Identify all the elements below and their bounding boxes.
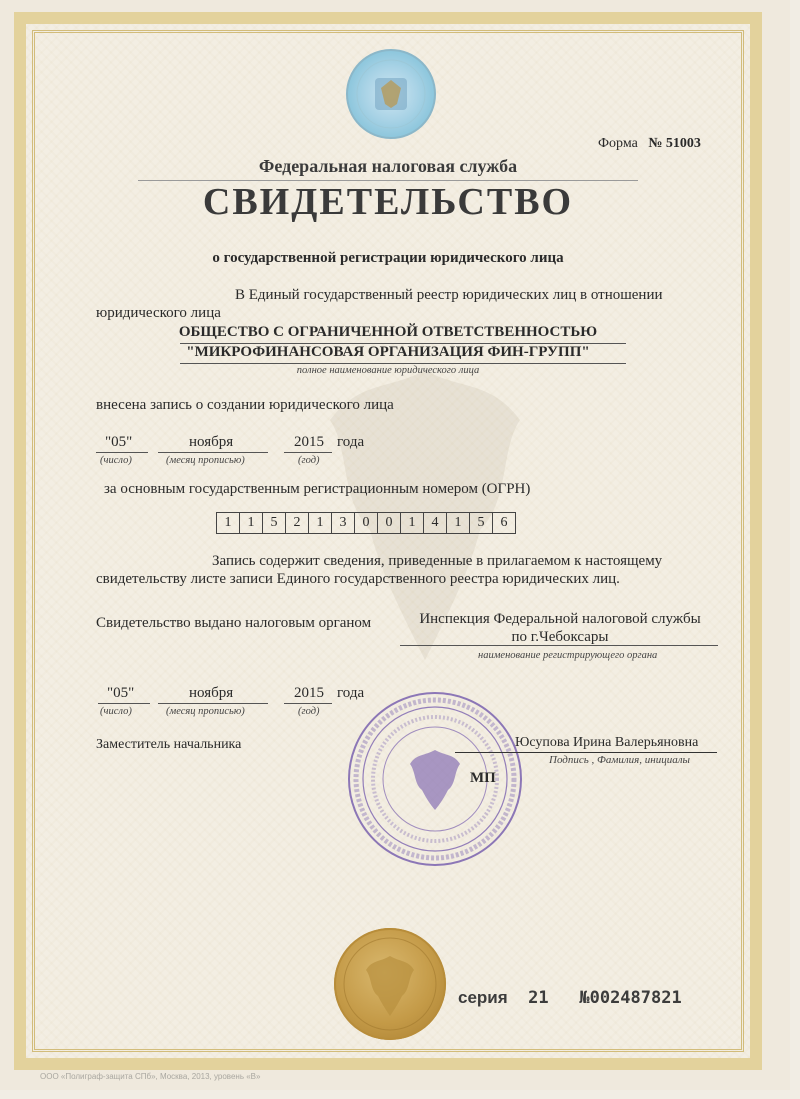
date2-year-line xyxy=(284,703,332,704)
signature-caption: Подпись , Фамилия, инициалы xyxy=(549,754,690,766)
date2-month: ноября xyxy=(189,685,234,701)
ogrn-number-boxes xyxy=(216,512,516,534)
ogrn-digit: 1 xyxy=(240,513,263,533)
date2-day-caption: (число) xyxy=(100,706,132,717)
ogrn-digit: 0 xyxy=(378,513,401,533)
official-stamp-icon xyxy=(346,690,524,868)
ogrn-digit: 1 xyxy=(217,513,240,533)
organ-caption: наименование регистрирующего органа xyxy=(478,650,658,661)
document-subtitle: о государственной регистрации юридического лица xyxy=(212,250,564,266)
ogrn-digit: 3 xyxy=(332,513,355,533)
series-label: серия xyxy=(458,988,508,1007)
date2-year-caption: (год) xyxy=(298,706,320,717)
document-title: СВИДЕТЕЛЬСТВО xyxy=(202,181,574,223)
ogrn-digit: 6 xyxy=(500,515,508,530)
form-number-value: № 51003 xyxy=(648,136,701,151)
company-name-line2: "МИКРОФИНАНСОВАЯ ОРГАНИЗАЦИЯ ФИН-ГРУПП" xyxy=(186,344,590,360)
ogrn-digit: 1 xyxy=(447,513,470,533)
date2-month-line xyxy=(158,703,268,704)
date1-year-suffix: года xyxy=(337,434,365,450)
series-code: 21 xyxy=(528,988,549,1008)
ogrn-digit: 5 xyxy=(263,513,286,533)
hologram-emblem-icon xyxy=(345,48,437,140)
date2-month-caption: (месяц прописью) xyxy=(166,706,245,717)
date1-month-caption: (месяц прописью) xyxy=(166,455,245,466)
organ-name-line2: по г.Чебоксары xyxy=(511,629,609,645)
date1-day-line xyxy=(96,452,148,453)
date1-year-line xyxy=(284,452,332,453)
date2-year-suffix: года xyxy=(337,685,365,701)
signatory-name: Юсупова Ирина Валерьяновна xyxy=(515,735,699,750)
gold-seal-icon xyxy=(334,928,446,1040)
stamp-mark: МП xyxy=(470,770,496,786)
date1-year: 2015 xyxy=(294,434,324,450)
ogrn-digit: 1 xyxy=(401,513,424,533)
ogrn-text: за основным государственным регистрационным номером (ОГРН) xyxy=(104,481,531,497)
date2-day: "05" xyxy=(107,685,135,701)
date1-month: ноября xyxy=(189,434,234,450)
agency-name: Федеральная налоговая служба xyxy=(258,156,518,176)
seal-eagle-icon xyxy=(334,928,446,1040)
certificate-series xyxy=(458,988,682,1008)
organ-name-line1: Инспекция Федеральной налоговой службы xyxy=(419,611,701,627)
ogrn-digit: 0 xyxy=(355,513,378,533)
ogrn-digit: 1 xyxy=(309,513,332,533)
signature-line xyxy=(455,752,717,753)
date1-day-caption: (число) xyxy=(100,455,132,466)
intro-text-line2: юридического лица xyxy=(96,305,221,321)
issued-by-text: Свидетельство выдано налоговым органом xyxy=(96,615,372,631)
printer-note: ООО «Полиграф-защита СПб», Москва, 2013, уровень «В» xyxy=(40,1072,261,1081)
date2-year: 2015 xyxy=(294,685,324,701)
intro-text-line1: В Единый государственный реестр юридических лиц в отношении xyxy=(235,287,663,303)
series-number: №002487821 xyxy=(579,988,682,1008)
ogrn-digit: 2 xyxy=(286,513,309,533)
date1-month-line xyxy=(158,452,268,453)
date1-year-caption: (год) xyxy=(298,455,320,466)
date2-day-line xyxy=(98,703,150,704)
organ-underline xyxy=(400,645,718,646)
company-name-line1: ОБЩЕСТВО С ОГРАНИЧЕННОЙ ОТВЕТСТВЕННОСТЬЮ xyxy=(178,324,598,340)
company-caption: полное наименование юридического лица xyxy=(296,365,480,376)
signatory-position: Заместитель начальника xyxy=(96,737,242,752)
date1-day: "05" xyxy=(105,434,133,450)
form-number xyxy=(598,136,701,152)
ogrn-digit: 4 xyxy=(424,513,447,533)
form-label: Форма xyxy=(598,136,638,151)
entry-text: внесена запись о создании юридического лица xyxy=(96,397,394,413)
ogrn-digit: 5 xyxy=(470,513,493,533)
record-text: Запись содержит сведения, приведенные в прилагаемом к настоящему свидетельству листе записи Единого государственного реестра юридических лиц. xyxy=(96,553,663,587)
company-underline-2 xyxy=(180,363,626,364)
